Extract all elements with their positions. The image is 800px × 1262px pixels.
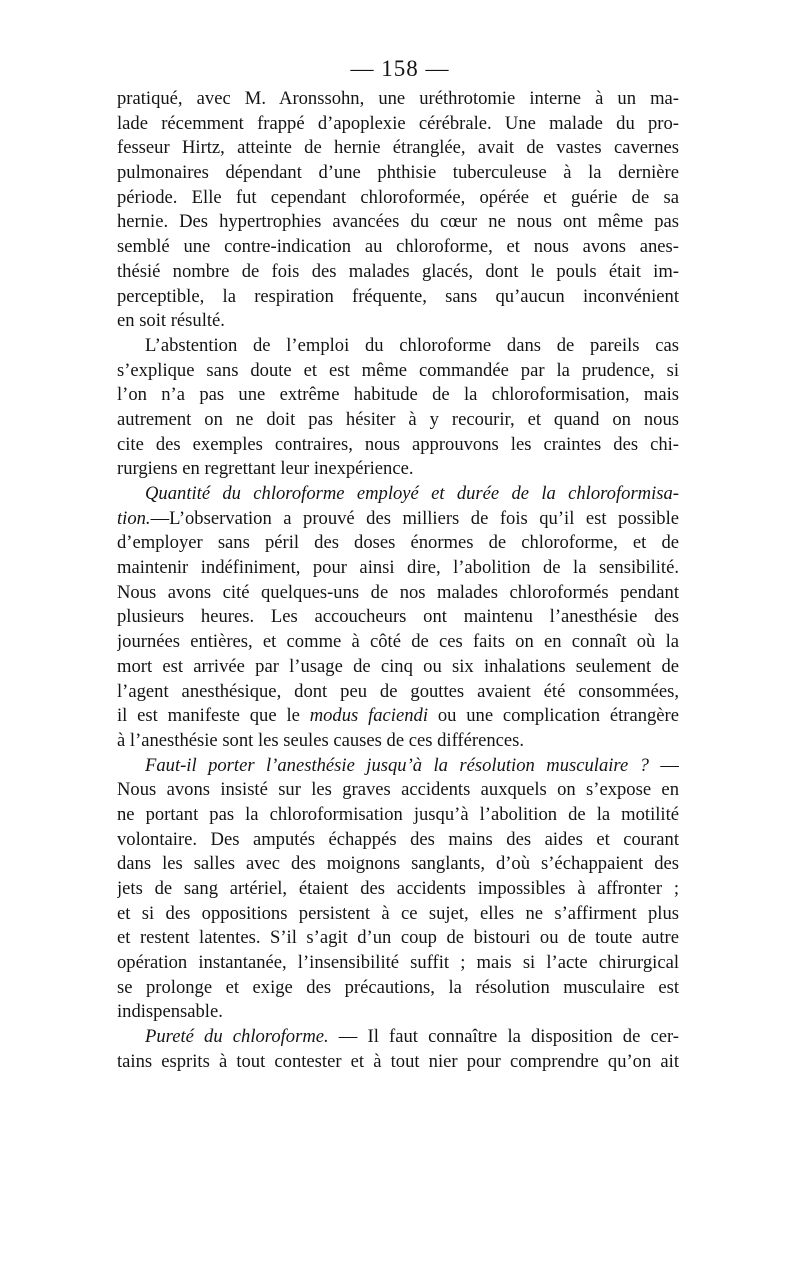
text-line: lade récemment frappé d’apoplexie cérébrale. Une malade du pro- [117, 112, 679, 134]
paragraph-first-line: L’abstention de l’emploi du chloroforme dans de pareils cas [145, 334, 679, 356]
text-line: en soit résulté. [117, 310, 225, 332]
text-line: ne portant pas la chloroformisation jusqu’à l’abolition de la motilité [117, 803, 679, 825]
text-line: journées entières, et comme à côté de ces faits on en connaît où la [117, 631, 679, 653]
body-text [117, 87, 679, 1075]
text-line: et si des oppositions persistent à ce sujet, elles ne s’affirment plus [117, 902, 679, 924]
text-line: se prolonge et exige des précautions, la résolution musculaire est [117, 976, 679, 998]
section-heading: Quantité du chloroforme employé et durée de la chloroformisa- [145, 483, 679, 504]
text-line: Nous avons cité quelques-uns de nos malades chloroformés pendant [117, 581, 679, 603]
text-line: perceptible, la respiration fréquente, sans qu’aucun inconvénient [117, 285, 679, 307]
text-line: autrement on ne doit pas hésiter à y recourir, et quand on nous [117, 408, 679, 430]
text-line: volontaire. Des amputés échappés des mains des aides et courant [117, 828, 679, 850]
text-line: mort est arrivée par l’usage de cinq ou six inhalations seulement de [117, 655, 679, 677]
text-line: il est manifeste que le modus faciendi ou une complication étrangère [117, 705, 679, 727]
text-line: d’employer sans péril des doses énormes de chloroforme, et de [117, 532, 679, 554]
section-heading: tion. [117, 507, 151, 529]
text-line: à l’anesthésie sont les seules causes de ces différences. [117, 729, 525, 751]
text-line: hernie. Des hypertrophies avancées du cœur ne nous ont même pas [117, 211, 679, 233]
text-line: opération instantanée, l’insensibilité suffit ; mais si l’acte chirurgical [117, 952, 679, 974]
text-line: indispensable. [117, 1001, 223, 1023]
page-number: — 158 — [350, 56, 450, 81]
text-line: pratiqué, avec M. Aronssohn, une uréthrotomie interne à un ma- [117, 88, 679, 109]
text-line: fesseur Hirtz, atteinte de hernie étranglée, avait de vastes cavernes [117, 137, 679, 159]
text-line: et restent latentes. S’il s’agit d’un coup de bistouri ou de toute autre [117, 927, 679, 949]
text-line: tains esprits à tout contester et à tout nier pour comprendre qu’on ait [117, 1050, 679, 1072]
section-heading-line [117, 482, 679, 507]
text-line: jets de sang artériel, étaient des accidents impossibles à affronter ; [117, 878, 679, 899]
section-heading: Faut-il porter l’anesthésie jusqu’à la résolution musculaire ? [145, 754, 649, 776]
text-line: tion.—L’observation a prouvé des milliers de fois qu’il est possible [117, 507, 679, 529]
text-line: s’explique sans doute et est même commandée par la prudence, si [117, 359, 679, 381]
section-heading: Pureté du chloroforme. [145, 1026, 329, 1048]
text-line: l’agent anesthésique, dont peu de gouttes avaient été consommées, [117, 680, 679, 702]
text-line: rurgiens en regrettant leur inexpérience. [117, 458, 414, 480]
text-line: pulmonaires dépendant d’une phthisie tuberculeuse à la dernière [117, 162, 679, 184]
text-line: thésié nombre de fois des malades glacés, dont le pouls était im- [117, 260, 679, 282]
text-line: dans les salles avec des moignons sanglants, d’où s’échappaient des [117, 853, 679, 875]
latin-phrase: modus faciendi [309, 705, 428, 727]
text-line: semblé une contre-indication au chloroforme, et nous avons anes- [117, 236, 679, 258]
section-heading-line: Faut-il porter l’anesthésie jusqu’à la résolution musculaire ? — [145, 754, 679, 776]
text-line: maintenir indéfiniment, pour ainsi dire, l’abolition de la sensibilité. [117, 557, 679, 579]
text-line: Nous avons insisté sur les graves accidents auxquels on s’expose en [117, 779, 679, 801]
text-line: l’on n’a pas une extrême habitude de la chloroformisation, mais [117, 384, 679, 406]
section-heading-line: Pureté du chloroforme. — Il faut connaître la disposition de cer- [145, 1026, 679, 1048]
text-line: plusieurs heures. Les accoucheurs ont maintenu l’anesthésie des [117, 606, 679, 628]
text-line: période. Elle fut cependant chloroformée, opérée et guérie de sa [117, 186, 679, 208]
text-line: cite des exemples contraires, nous approuvons les craintes des chi- [117, 433, 679, 455]
